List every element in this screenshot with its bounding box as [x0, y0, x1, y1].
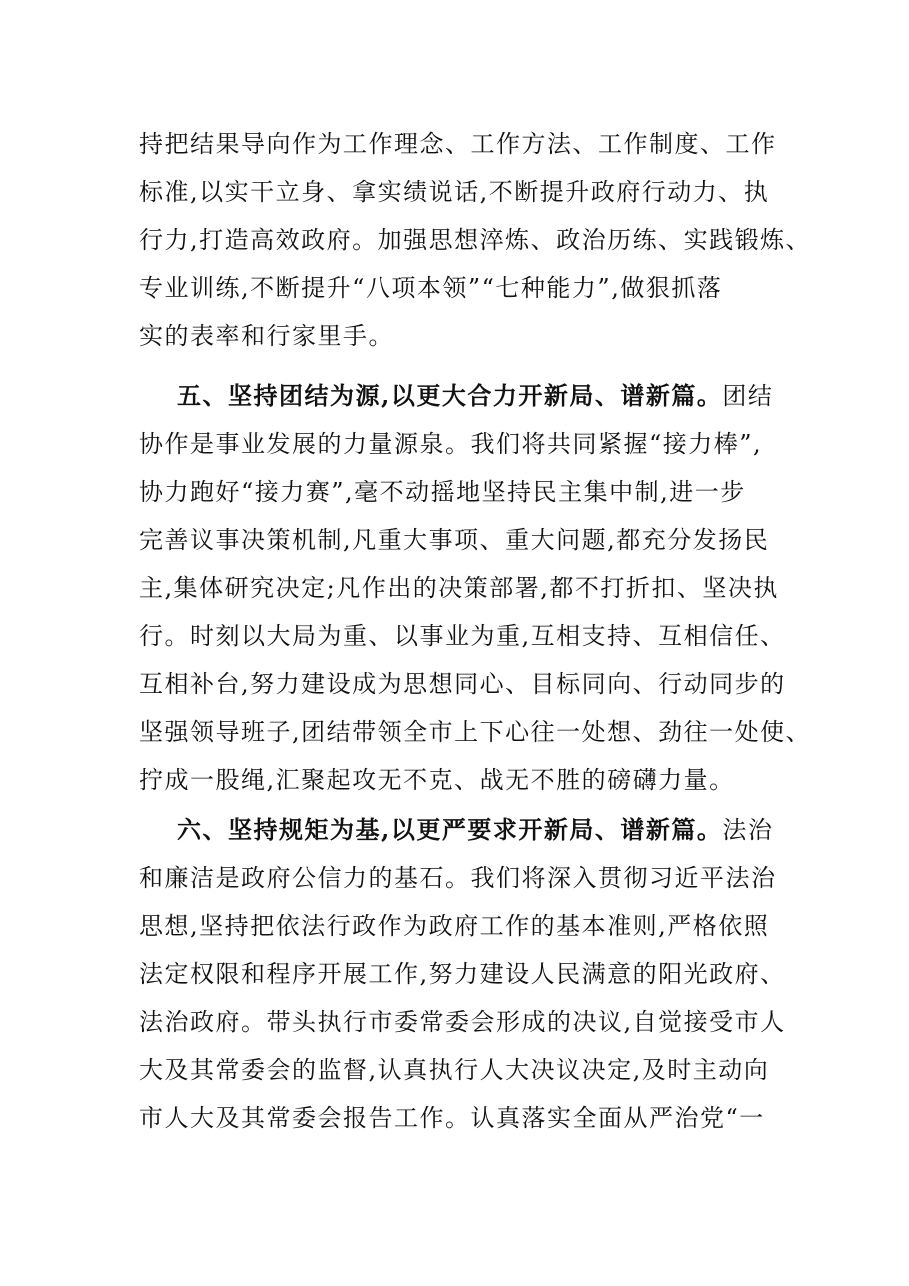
section-first-line — [139, 372, 779, 420]
text-line: 大及其常委会的监督,认真执行人大决议决定,及时主动向 — [139, 1056, 770, 1084]
paragraph-section-six — [139, 806, 786, 1142]
text-line: 互相补台,努力建设成为思想同心、目标同向、行动同步的 — [139, 670, 786, 698]
paragraph-section-five — [139, 372, 812, 804]
text-line: 坚强领导班子,团结带领全市上下心往一处想、劲往一处使、 — [139, 718, 812, 746]
text-line: 法治政府。带头执行市委常委会形成的决议,自觉接受市人 — [139, 1008, 786, 1036]
paragraph-continuation — [139, 120, 812, 360]
text-line: 完善议事决策机制,凡重大事项、重大问题,都充分发扬民 — [139, 526, 770, 554]
text-line: 市人大及其常委会报告工作。认真落实全面从严治党“一 — [139, 1104, 765, 1132]
text-line: 协作是事业发展的力量源泉。我们将共同紧握“接力棒”, — [139, 430, 763, 458]
text-line: 行力,打造高效政府。加强思想淬炼、政治历练、实践锻炼、 — [139, 226, 812, 254]
text-line: 拧成一股绳,汇聚起攻无不克、战无不胜的磅礴力量。 — [139, 766, 735, 794]
text-line: 协力跑好“接力赛”,毫不动摇地坚持民主集中制,进一步 — [139, 478, 746, 506]
text-line: 和廉洁是政府公信力的基石。我们将深入贯彻习近平法治 — [139, 864, 777, 892]
text-line: 主,集体研究决定;凡作出的决策部署,都不打折扣、坚决执 — [139, 574, 779, 602]
section-heading-rest: 法治 — [722, 816, 774, 844]
text-line: 标准,以实干立身、拿实绩说话,不断提升政府行动力、执 — [139, 178, 770, 206]
section-heading-six: 六、坚持规矩为基,以更严要求开新局、谱新篇。 — [177, 815, 723, 844]
text-line: 思想,坚持把依法行政作为政府工作的基本准则,严格依照 — [139, 912, 770, 940]
section-heading-rest: 团结 — [722, 382, 774, 410]
section-first-line — [139, 806, 779, 854]
text-line: 持把结果导向作为工作理念、工作方法、工作制度、工作 — [139, 130, 777, 158]
text-line: 实的表率和行家里手。 — [139, 322, 394, 350]
text-line: 专业训练,不断提升“八项本领”“七种能力”,做狠抓落 — [139, 274, 723, 302]
section-heading-five: 五、坚持团结为源,以更大合力开新局、谱新篇。 — [177, 381, 723, 410]
text-line: 法定权限和程序开展工作,努力建设人民满意的阳光政府、 — [139, 960, 786, 988]
text-line: 行。时刻以大局为重、以事业为重,互相支持、互相信任、 — [139, 622, 786, 650]
